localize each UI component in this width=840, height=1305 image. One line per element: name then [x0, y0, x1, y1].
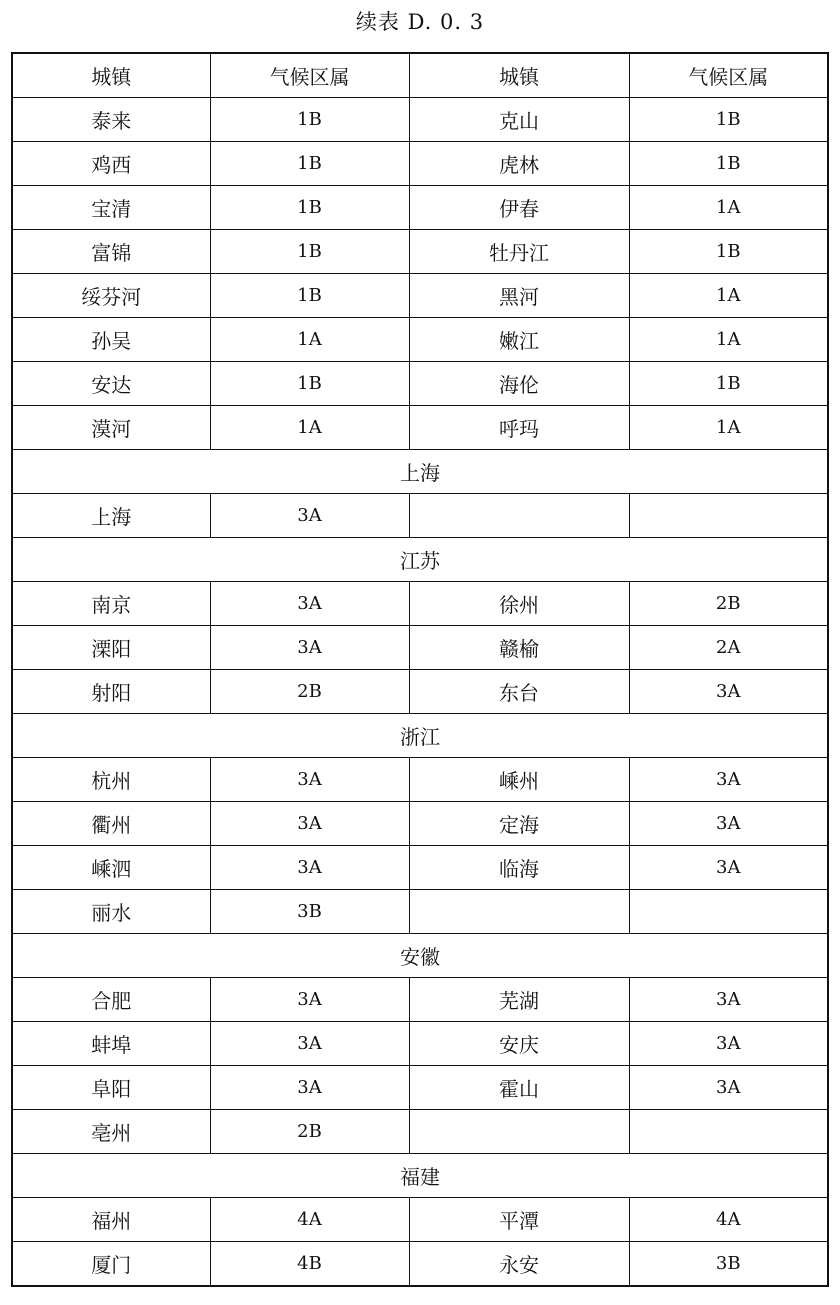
climate-zone-cell: 1B — [210, 98, 409, 142]
climate-zone-cell: 2B — [210, 670, 409, 714]
climate-zone-cell — [629, 1110, 828, 1154]
climate-zone-cell: 1B — [210, 186, 409, 230]
city-cell: 丽水 — [12, 890, 210, 934]
city-cell: 伊春 — [409, 186, 629, 230]
section-row — [12, 1154, 828, 1198]
header-city: 城镇 — [409, 53, 629, 98]
city-cell: 呼玛 — [409, 406, 629, 450]
climate-zone-cell: 1A — [629, 318, 828, 362]
city-cell: 福州 — [12, 1198, 210, 1242]
city-cell: 嵊州 — [409, 758, 629, 802]
city-cell: 克山 — [409, 98, 629, 142]
city-cell: 漠河 — [12, 406, 210, 450]
city-cell: 合肥 — [12, 978, 210, 1022]
city-cell: 嫩江 — [409, 318, 629, 362]
climate-zone-cell: 3A — [629, 1022, 828, 1066]
table-row — [12, 1066, 828, 1110]
header-climate-zone: 气候区属 — [210, 53, 409, 98]
climate-zone-cell: 1B — [629, 230, 828, 274]
climate-zone-cell: 1B — [629, 362, 828, 406]
table-row — [12, 1198, 828, 1242]
climate-zone-cell: 1A — [629, 274, 828, 318]
climate-zone-cell: 2B — [210, 1110, 409, 1154]
climate-zone-cell: 1B — [629, 98, 828, 142]
section-label: 安徽 — [12, 934, 828, 978]
table-row — [12, 406, 828, 450]
climate-zone-cell: 1B — [210, 274, 409, 318]
city-cell: 定海 — [409, 802, 629, 846]
climate-zone-cell: 4B — [210, 1242, 409, 1287]
climate-zone-cell: 3A — [629, 802, 828, 846]
climate-zone-cell: 3A — [210, 978, 409, 1022]
section-row — [12, 538, 828, 582]
table-row — [12, 1022, 828, 1066]
city-cell: 虎林 — [409, 142, 629, 186]
city-cell: 蚌埠 — [12, 1022, 210, 1066]
section-row — [12, 934, 828, 978]
climate-zone-cell: 3A — [210, 626, 409, 670]
city-cell: 临海 — [409, 846, 629, 890]
climate-zone-cell: 3A — [210, 494, 409, 538]
climate-zone-cell: 3B — [629, 1242, 828, 1287]
table-row — [12, 98, 828, 142]
climate-zone-cell: 3A — [210, 1066, 409, 1110]
section-row — [12, 450, 828, 494]
climate-zone-cell — [629, 494, 828, 538]
city-cell — [409, 1110, 629, 1154]
climate-zone-cell — [629, 890, 828, 934]
city-cell: 平潭 — [409, 1198, 629, 1242]
climate-zone-cell: 1B — [210, 230, 409, 274]
table-row — [12, 186, 828, 230]
table-row — [12, 230, 828, 274]
city-cell: 赣榆 — [409, 626, 629, 670]
table-row — [12, 670, 828, 714]
section-label: 福建 — [12, 1154, 828, 1198]
city-cell: 南京 — [12, 582, 210, 626]
climate-zone-cell: 3A — [629, 1066, 828, 1110]
climate-zone-cell: 3A — [629, 670, 828, 714]
city-cell: 杭州 — [12, 758, 210, 802]
city-cell: 徐州 — [409, 582, 629, 626]
city-cell: 永安 — [409, 1242, 629, 1287]
city-cell: 孙吴 — [12, 318, 210, 362]
climate-zone-cell: 1A — [629, 406, 828, 450]
climate-zone-cell: 3A — [210, 802, 409, 846]
header-climate-zone: 气候区属 — [629, 53, 828, 98]
table-row — [12, 890, 828, 934]
city-cell: 海伦 — [409, 362, 629, 406]
city-cell: 富锦 — [12, 230, 210, 274]
climate-zone-cell: 1B — [210, 362, 409, 406]
city-cell: 亳州 — [12, 1110, 210, 1154]
climate-zone-cell: 3A — [629, 758, 828, 802]
climate-zone-cell: 2A — [629, 626, 828, 670]
city-cell: 霍山 — [409, 1066, 629, 1110]
climate-zone-cell: 1B — [629, 142, 828, 186]
city-cell: 安达 — [12, 362, 210, 406]
city-cell: 泰来 — [12, 98, 210, 142]
city-cell: 芜湖 — [409, 978, 629, 1022]
city-cell — [409, 494, 629, 538]
table-row — [12, 626, 828, 670]
table-row — [12, 1110, 828, 1154]
city-cell: 衢州 — [12, 802, 210, 846]
table-row — [12, 1242, 828, 1287]
city-cell: 牡丹江 — [409, 230, 629, 274]
header-city: 城镇 — [12, 53, 210, 98]
city-cell: 鸡西 — [12, 142, 210, 186]
table-body — [12, 98, 828, 1287]
climate-zone-cell: 1A — [210, 406, 409, 450]
city-cell: 嵊泗 — [12, 846, 210, 890]
table-row — [12, 142, 828, 186]
city-cell: 绥芬河 — [12, 274, 210, 318]
city-cell: 东台 — [409, 670, 629, 714]
table-row — [12, 846, 828, 890]
climate-zone-cell: 4A — [210, 1198, 409, 1242]
section-label: 浙江 — [12, 714, 828, 758]
climate-zone-cell: 3A — [210, 846, 409, 890]
climate-zone-cell: 3A — [210, 1022, 409, 1066]
climate-zone-cell: 1B — [210, 142, 409, 186]
table-row — [12, 362, 828, 406]
city-cell: 厦门 — [12, 1242, 210, 1287]
city-cell: 阜阳 — [12, 1066, 210, 1110]
city-cell: 上海 — [12, 494, 210, 538]
climate-zone-cell: 3A — [210, 758, 409, 802]
city-cell: 溧阳 — [12, 626, 210, 670]
table-row — [12, 758, 828, 802]
climate-zone-cell: 3A — [629, 846, 828, 890]
climate-zone-cell: 4A — [629, 1198, 828, 1242]
city-cell: 宝清 — [12, 186, 210, 230]
table-caption: 续表 D. 0. 3 — [355, 10, 485, 34]
climate-zone-table — [11, 52, 829, 1287]
climate-zone-cell: 1A — [629, 186, 828, 230]
city-cell: 黑河 — [409, 274, 629, 318]
table-row — [12, 318, 828, 362]
city-cell: 安庆 — [409, 1022, 629, 1066]
table-row — [12, 802, 828, 846]
climate-zone-cell: 3A — [629, 978, 828, 1022]
table-row — [12, 978, 828, 1022]
climate-zone-cell: 3B — [210, 890, 409, 934]
table-row — [12, 494, 828, 538]
section-row — [12, 714, 828, 758]
climate-zone-cell: 1A — [210, 318, 409, 362]
climate-zone-cell: 2B — [629, 582, 828, 626]
climate-zone-cell: 3A — [210, 582, 409, 626]
table-row — [12, 582, 828, 626]
table-header-row — [12, 53, 828, 98]
table-row — [12, 274, 828, 318]
city-cell: 射阳 — [12, 670, 210, 714]
section-label: 江苏 — [12, 538, 828, 582]
city-cell — [409, 890, 629, 934]
section-label: 上海 — [12, 450, 828, 494]
